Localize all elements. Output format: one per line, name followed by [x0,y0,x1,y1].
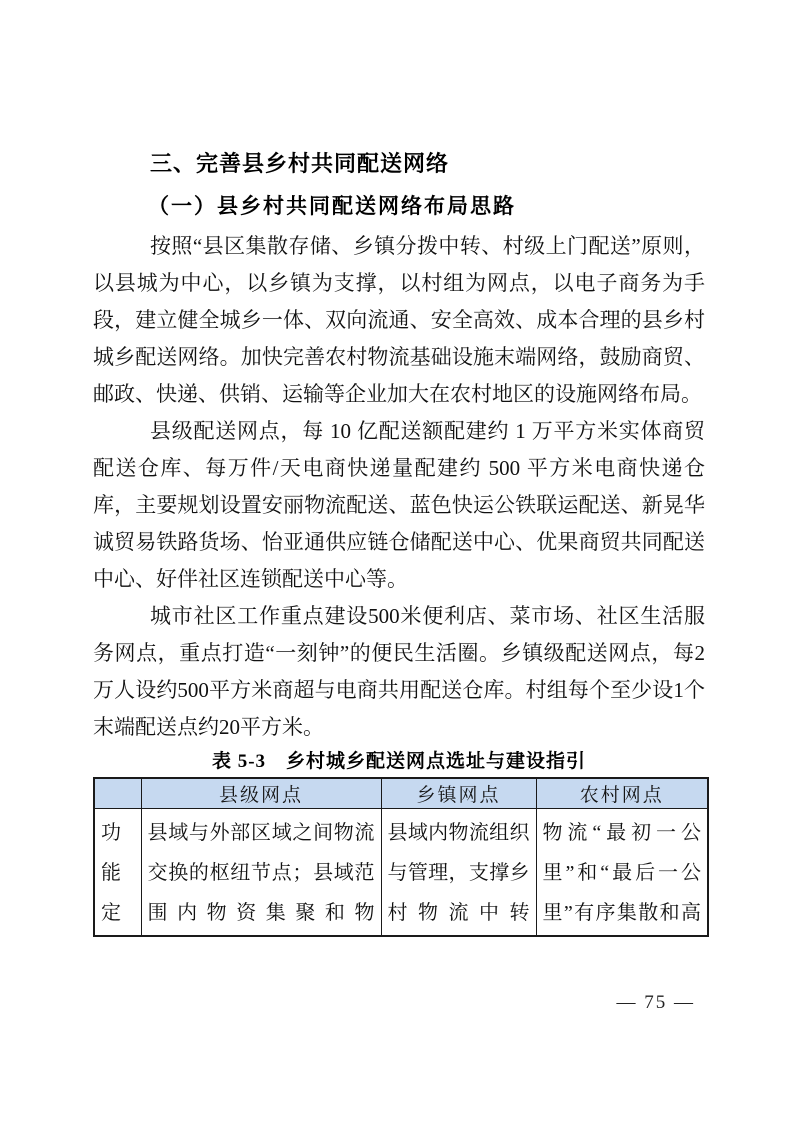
row-label-function: 功能定 [94,808,141,936]
page-number: — 75 — [616,992,695,1013]
distribution-guide-table [93,777,709,937]
table-header-county-node: 县级网点 [141,778,381,808]
table-header-row [94,778,708,808]
table-header-township-node: 乡镇网点 [381,778,536,808]
table-caption: 表 5-3 乡村城乡配送网点选址与建设指引 [211,751,587,772]
table-header-village-node: 农村网点 [536,778,708,808]
cell-county-function: 县域与外部区域之间物流交换的枢纽节点；县域范围内物资集聚和物 [141,808,381,936]
cell-village-function: 物流“最初一公里”和“最后一公里”有序集散和高 [536,808,708,936]
paragraph-principles: 按照“县区集散存储、乡镇分拨中转、村级上门配送”原则，以县城为中心，以乡镇为支撑，以村组为网点，以电子商务为手段，建立健全城乡一体、双向流通、安全高效、成本合理的县乡村城乡配送网络。加快完善农村物流基础设施末端网络，鼓励商贸、邮政、快递、供销、运输等企业加大在农村地区的设施网络布局。 [93,234,705,406]
paragraph-community-network: 城市社区工作重点建设500米便利店、菜市场、社区生活服务网点，重点打造“一刻钟”的便民生活圈。乡镇级配送网点，每2万人设约500平方米商超与电商共用配送仓库。村组每个至少设1个末端配送点约20平方米。 [93,604,705,739]
page-content [93,148,705,937]
cell-township-function: 县域内物流组织与管理，支撑乡村物流中转 [381,808,536,936]
paragraph-county-network: 县级配送网点，每 10 亿配送额配建约 1 万平方米实体商贸配送仓库、每万件/天电商快递量配建约 500 平方米电商快递仓库，主要规划设置安丽物流配送、蓝色快运公铁联运配送、新晃华诚贸易铁路货场、怡亚通供应链仓储配送中心、优果商贸共同配送中心、好伴社区连锁配送中心等。 [93,419,705,591]
subsection-heading: （一）县乡村共同配送网络布局思路 [148,194,516,218]
section-heading: 三、完善县乡村共同配送网络 [150,151,450,176]
table-header-empty [94,778,141,808]
table-row-function [94,808,708,936]
